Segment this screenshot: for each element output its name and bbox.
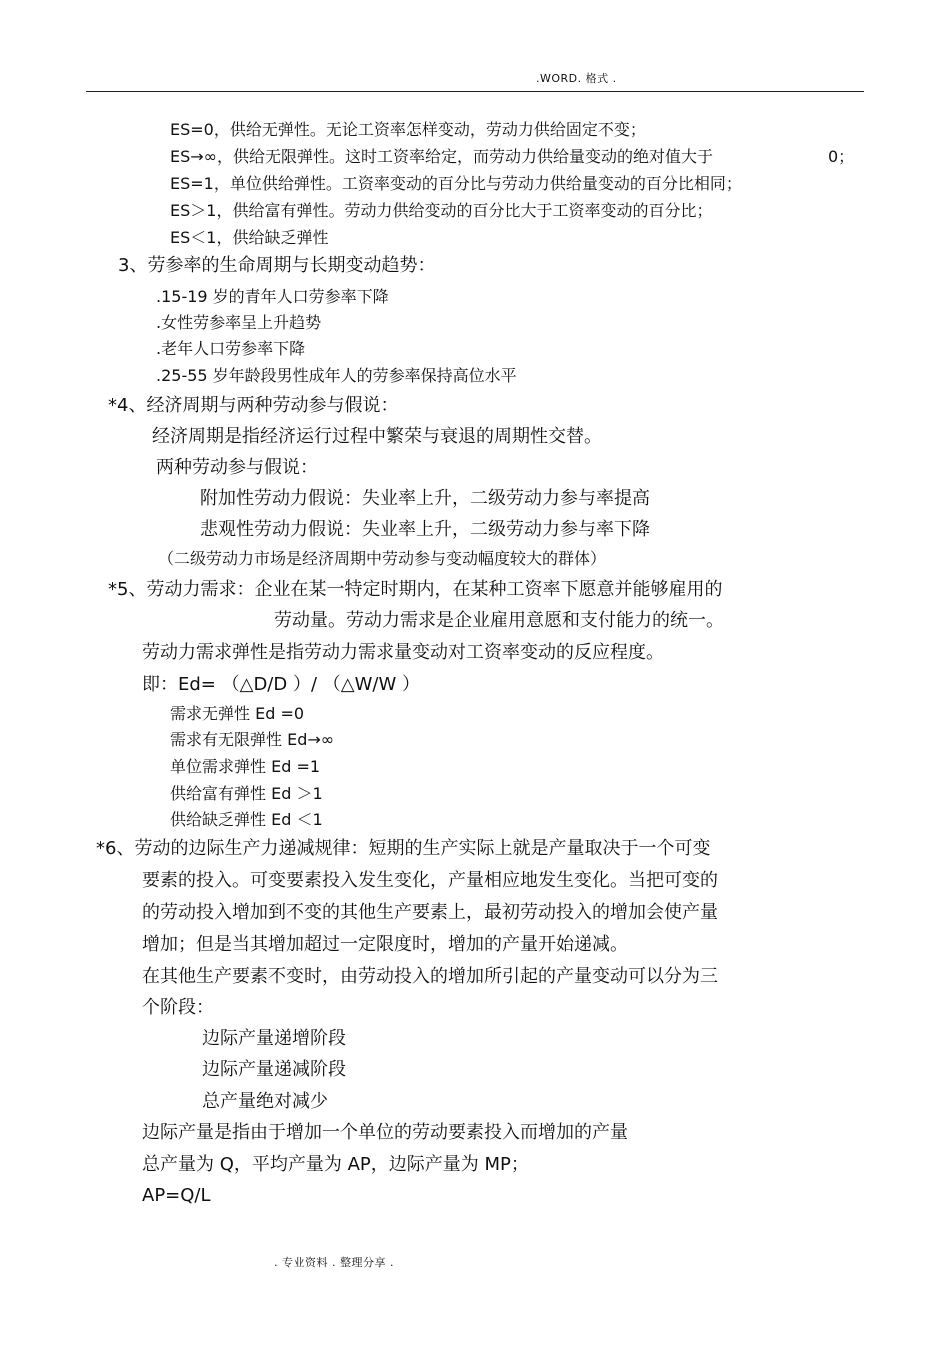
hypothesis-item: 悲观性劳动力假说：失业率上升，二级劳动力参与率下降 (200, 519, 650, 540)
hypothesis-item: 附加性劳动力假说：失业率上升，二级劳动力参与率提高 (200, 488, 650, 509)
section-5-heading: *5、劳动力需求：企业在某一特定时期内，在某种工资率下愿意并能够雇用的 (108, 579, 723, 600)
list-item: .女性劳参率呈上升趋势 (156, 313, 322, 332)
formula-line: AP=Q/L (142, 1185, 211, 1206)
list-item: .15-19 岁的青年人口劳参率下降 (156, 287, 389, 306)
stage-item: 总产量绝对减少 (202, 1091, 328, 1112)
stage-item: 边际产量递减阶段 (202, 1059, 346, 1080)
paragraph-line: 边际产量是指由于增加一个单位的劳动要素投入而增加的产量 (142, 1122, 628, 1143)
note-line: （二级劳动力市场是经济周期中劳动参与变动幅度较大的群体） (158, 549, 607, 568)
paragraph-line: 个阶段： (142, 997, 214, 1018)
paragraph-line: 劳动量。劳动力需求是企业雇用意愿和支付能力的统一。 (274, 610, 724, 631)
page-header: .WORD. 格式 . (536, 72, 617, 85)
es-zero-line: ES=0，供给无弹性。无论工资率怎样变动，劳动力供给固定不变； (170, 120, 646, 139)
list-item: .25-55 岁年龄段男性成年人的劳参率保持高位水平 (156, 366, 517, 385)
list-item: 单位需求弹性 Ed =1 (170, 757, 321, 776)
paragraph-line: 的劳动投入增加到不变的其他生产要素上，最初劳动投入的增加会使产量 (142, 902, 718, 923)
section-3-heading: 3、劳参率的生命周期与长期变动趋势： (118, 255, 436, 276)
paragraph-line: 增加；但是当其增加超过一定限度时，增加的产量开始递减。 (142, 934, 628, 955)
list-item: .老年人口劳参率下降 (156, 339, 306, 358)
paragraph-line: 劳动力需求弹性是指劳动力需求量变动对工资率变动的反应程度。 (142, 642, 664, 663)
paragraph-line: 两种劳动参与假说： (156, 457, 318, 478)
section-4-heading: *4、经济周期与两种劳动参与假说： (108, 395, 399, 416)
paragraph-line: 要素的投入。可变要素投入发生变化，产量相应地发生变化。当把可变的 (142, 870, 718, 891)
page-footer: . 专业资料 . 整理分享 . (274, 1256, 394, 1269)
formula-line: 即：Ed= （△D/D ）/ （△W/W ） (142, 674, 420, 695)
stage-item: 边际产量递增阶段 (202, 1028, 346, 1049)
header-rule (86, 91, 864, 92)
paragraph-line: 总产量为 Q，平均产量为 AP，边际产量为 MP； (142, 1154, 529, 1175)
list-item: 供给缺乏弹性 Ed ＜1 (170, 810, 323, 829)
es-greater-line: ES＞1，供给富有弹性。劳动力供给变动的百分比大于工资率变动的百分比； (170, 201, 713, 220)
paragraph-line: 经济周期是指经济运行过程中繁荣与衰退的周期性交替。 (152, 426, 602, 447)
list-item: 需求有无限弹性 Ed→∞ (170, 730, 335, 749)
list-item: 供给富有弹性 Ed ＞1 (170, 784, 323, 803)
paragraph-line: 在其他生产要素不变时，由劳动投入的增加所引起的产量变动可以分为三 (142, 966, 718, 987)
es-infinite-line: ES→∞，供给无限弹性。这时工资率给定，而劳动力供给量变动的绝对值大于 (170, 147, 714, 166)
es-infinite-line-end: 0； (828, 147, 855, 166)
section-6-heading: *6、劳动的边际生产力递减规律：短期的生产实际上就是产量取决于一个可变 (96, 838, 711, 859)
list-item: 需求无弹性 Ed =0 (170, 704, 305, 723)
es-less-line: ES＜1，供给缺乏弹性 (170, 228, 329, 247)
es-one-line: ES=1，单位供给弹性。工资率变动的百分比与劳动力供给量变动的百分比相同； (170, 174, 742, 193)
